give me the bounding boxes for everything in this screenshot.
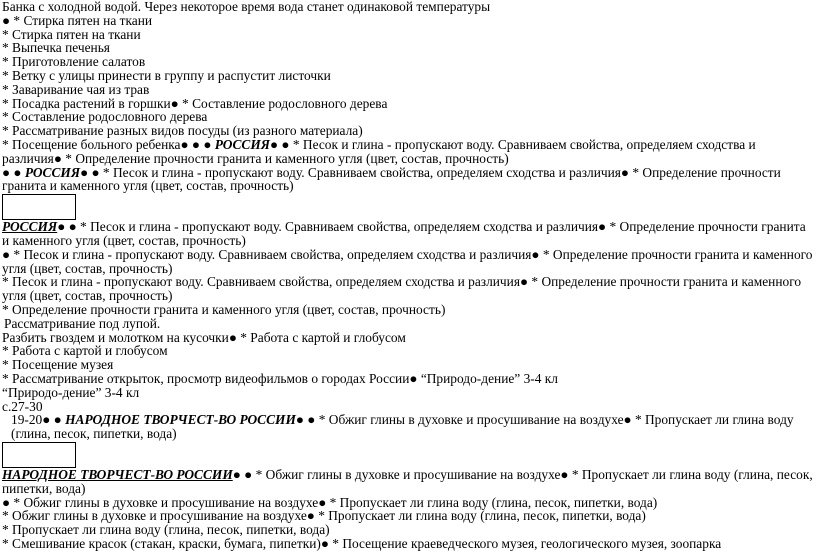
text-run: ● ● — [2, 164, 25, 180]
text-run: ● ● * Песок и глина - пропускают воду. Сравниваем свойства, определяем сходства и различия● * Определение прочности гранита и каменного угля (цвет, состав, прочность) — [2, 219, 806, 248]
text-line: * Работа с картой и глобусом — [2, 343, 168, 359]
text-run: ● ● * Песок и глина - пропускают воду. Сравниваем свойства, определяем сходства и различия● * Определение прочности гранита и каменного угля (цвет, состав, прочность) — [2, 136, 756, 166]
text-line: * Выпечка печенья — [2, 40, 110, 56]
text-line: * Ветку с улицы принести в группу и распустит листочки — [2, 67, 331, 83]
empty-box — [2, 194, 76, 220]
text-line: * Песок и глина - пропускают воду. Сравниваем свойства, определяем сходства и различия● * Определение прочности гранита и каменного угля (цвет, состав, прочность) — [2, 274, 802, 304]
heading-russia: РОССИЯ — [24, 164, 81, 180]
text-line: * Составление родословного дерева — [2, 109, 208, 125]
text-run: * Посещение больного ребенка● ● ● — [2, 136, 215, 152]
text-line: * Пропускает ли глина воду (глина, песок, пипетки, вода) — [2, 522, 330, 538]
text-line: Рассматривание под лупой. — [4, 315, 161, 331]
text-run: ● ● * Песок и глина - пропускают воду. Сравниваем свойства, определяем сходства и различия● * Определение прочности гранита и каменного угля (цвет, состав, прочность) — [2, 164, 781, 194]
text-line: * Приготовление салатов — [2, 54, 146, 70]
text-line: “Природо-дение” 3-4 кл — [2, 384, 140, 400]
empty-box — [2, 442, 76, 468]
heading-russia: РОССИЯ — [214, 136, 270, 152]
heading-russia: РОССИЯ — [2, 219, 58, 235]
text-line: с.27-30 — [2, 398, 43, 414]
text-line: * Рассматривание разных видов посуды (из разного материала) — [2, 123, 363, 139]
text-line — [2, 468, 814, 496]
text-line: * Определение прочности гранита и каменного угля (цвет, состав, прочность) — [2, 301, 446, 317]
text-line: Разбить гвоздем и молотком на кусочки● * Работа с картой и глобусом — [2, 329, 406, 345]
heading-folk-art: НАРОДНОЕ ТВОРЧЕСТ-ВО РОССИИ — [65, 412, 296, 428]
text-line: * Посещение музея — [2, 357, 114, 373]
text-line: ● * Обжиг глины в духовке и просушивание на воздухе● * Пропускает ли глина воду (глина, песок, пипетки, вода) — [2, 494, 658, 510]
text-line: ● * Стирка пятен на ткани — [2, 12, 153, 28]
text-line: * Заваривание чая из трав — [2, 81, 150, 97]
text-line: * Обжиг глины в духовке и просушивание на воздухе● * Пропускает ли глина воду (глина, песок, пипетки, вода) — [2, 508, 646, 524]
text-run: 19-20● ● — [11, 412, 66, 428]
text-line: ● * Песок и глина - пропускают воду. Сравниваем свойства, определяем сходства и различия● * Определение прочности гранита и каменного угля (цвет, состав, прочность) — [2, 246, 813, 276]
text-run: ● ● * Обжиг глины в духовке и просушивание на воздухе● * Пропускает ли глина воду (глина, песок, пипетки, вода) — [11, 412, 794, 442]
text-line: * Посадка растений в горшки● * Составление родословного дерева — [2, 95, 388, 111]
text-run: ● ● * Обжиг глины в духовке и просушивание на воздухе● * Пропускает ли глина воду (глина, песок, пипетки, вода) — [2, 466, 813, 496]
text-line: * Смешивание красок (стакан, краски, бумага, пипетки)● * Посещение краеведческого музея, геологического музея, зоопарка — [2, 535, 722, 551]
text-line — [2, 413, 814, 441]
text-line: * Стирка пятен на ткани — [2, 26, 141, 42]
text-line — [2, 138, 814, 166]
heading-folk-art: НАРОДНОЕ ТВОРЧЕСТ-ВО РОССИИ — [2, 466, 233, 482]
text-line — [2, 220, 814, 248]
text-line — [2, 166, 814, 194]
text-line: * Рассматривание открыток, просмотр видеофильмов о городах России● “Природо-дение” 3-4 кл — [2, 370, 558, 386]
text-line: Банка с холодной водой. Через некоторое время вода станет одинаковой температуры — [2, 0, 491, 14]
